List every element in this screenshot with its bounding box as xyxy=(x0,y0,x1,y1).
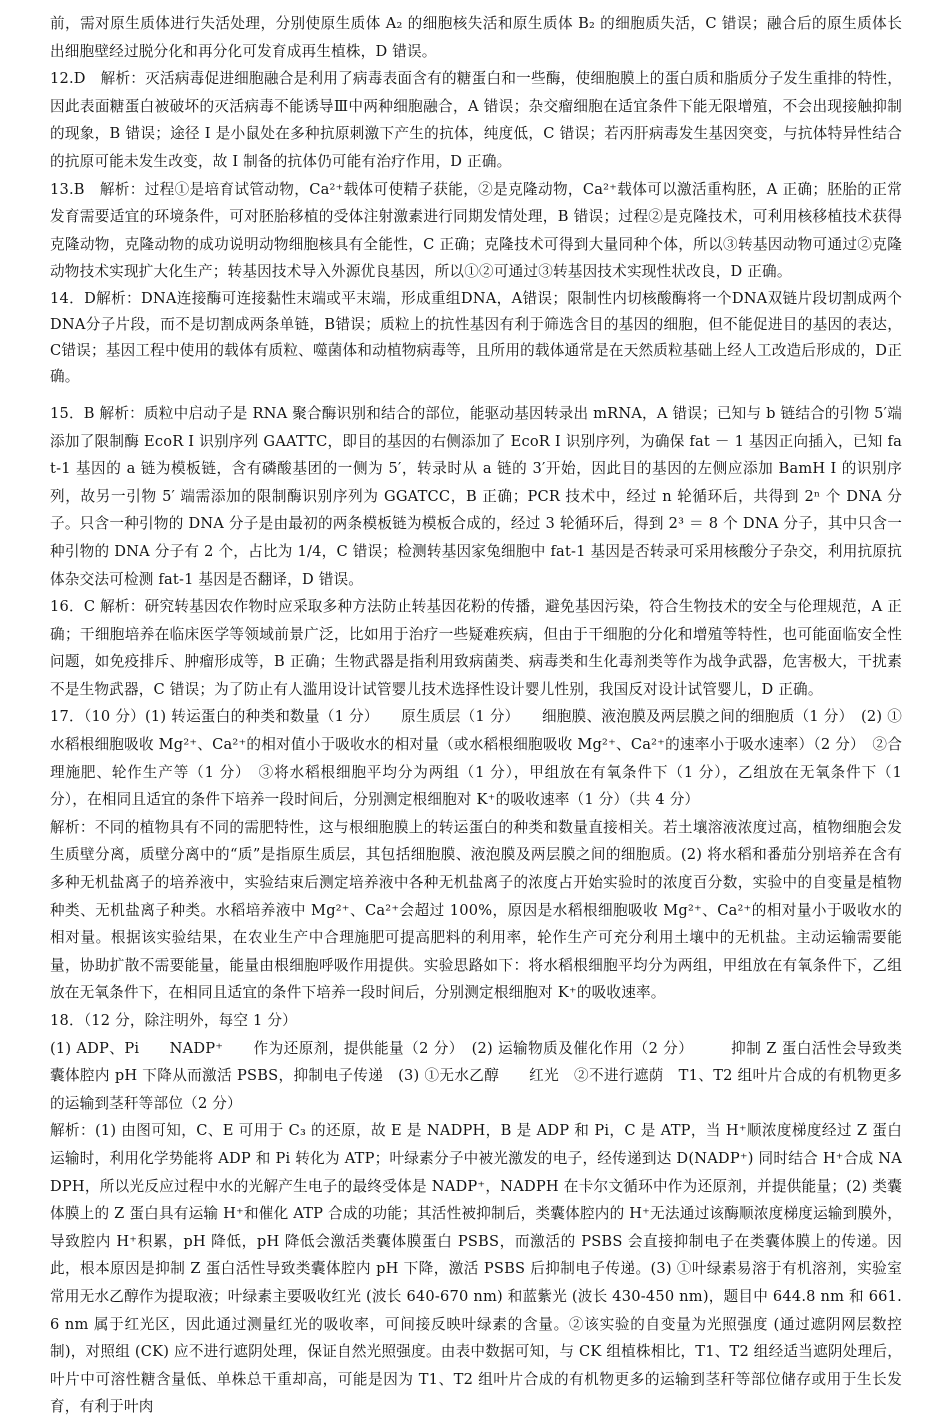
answer-16: 16．C 解析：研究转基因农作物时应采取多种方法防止转基因花粉的传播，避免基因污染，符合生物技术的安全与伦理规范，A 正确；干细胞培养在临床医学等领域前景广泛，比如用于治疗一些疑难疾病，但由于干细胞的分化和增殖等特性，也可能面临安全性问题，如免疫排斥、肿瘤形成等，B 正确；生物武器是指利用致病菌类、病毒类和生化毒剂类等作为战争武器，危害极大，干扰素不是生物武器，C 错误；为了防止有人滥用设计试管婴儿技术选择性设计婴儿性别，我国反对设计试管婴儿，D 正确。 xyxy=(50,598,902,698)
paragraph-11-continued: 前，需对原生质体进行失活处理，分别使原生质体 A₂ 的细胞核失活和原生质体 B₂ 的细胞质失活，C 错误；融合后的原生质体长出细胞壁经过脱分化和再分化可发育成再生植株，D 错误。 xyxy=(50,15,902,60)
answer-17: 17．（10 分）(1) 转运蛋白的种类和数量（1 分） 原生质层（1 分） 细胞膜、液泡膜及两层膜之间的细胞质（1 分） (2) ①水稻根细胞吸收 Mg²⁺、Ca²⁺的相对值小于吸收水的相对量（或水稻根细胞吸收 Mg²⁺、Ca²⁺的速率小于吸水速率）（2 分） ②合理施肥、轮作生产等（1 分） ③将水稻根细胞平均分为两组（1 分），甲组放在有氧条件下（1 分），乙组放在无氧条件下（1 分），在相同且适宜的条件下培养一段时间后，分别测定根细胞对 K⁺的吸收速率（1 分）（共 4 分） xyxy=(50,708,902,809)
answer-13: 13.B 解析：过程①是培育试管动物，Ca²⁺载体可使精子获能，②是克隆动物，Ca²⁺载体可以激活重构胚，A 正确；胚胎的正常发育需要适宜的环境条件，可对胚胎移植的受体注射激素进行同期发情处理，B 错误；过程②是克隆技术，可利用核移植技术获得克隆动物，克隆动物的成功说明动物细胞核具有全能性，C 正确；克隆技术可得到大量同种个体，所以③转基因动物可通过②克隆动物技术实现扩大化生产；转基因技术导入外源优良基因，所以①②可通过③转基因技术实现性状改良，D 正确。 xyxy=(50,180,902,281)
answer-18-header: 18．（12 分，除注明外，每空 1 分） xyxy=(50,1012,297,1029)
answer-15: 15．B 解析：质粒中启动子是 RNA 聚合酶识别和结合的部位，能驱动基因转录出 mRNA，A 错误；已知与 b 链结合的引物 5′端添加了限制酶 EcoR I 识别序列 GAATTC，即目的基因的右侧添加了 EcoR I 识别序列，为确保 fat － 1 基因正向插入，已知 fat-1 基因的 a 链为模板链，含有磷酸基团的一侧为 5′，转录时从 a 链的 3′开始，因此目的基因的左侧应添加 BamH I 的识别序列，故另一引物 5′ 端需添加的限制酶识别序列为 GGATCC，B 正确；PCR 技术中，经过 n 轮循环后，共得到 2ⁿ 个 DNA 分子。只含一种引物的 DNA 分子是由最初的两条模板链为模板合成的，经过 3 轮循环后，得到 2³ ＝ 8 个 DNA 分子，其中只含一种引物的 DNA 分子有 2 个，占比为 1/4，C 错误；检测转基因家兔细胞中 fat-1 基因是否转录可采用核酸分子杂交，利用抗原抗体杂交法可检测 fat-1 基因是否翻译，D 错误。 xyxy=(50,404,902,588)
analysis-17: 解析：不同的植物具有不同的需肥特性，这与根细胞膜上的转运蛋白的种类和数量直接相关。若土壤溶液浓度过高，植物细胞会发生质壁分离，质壁分离中的“质”是指原生质层，其包括细胞膜、液泡膜及两层膜之间的细胞质。(2) 将水稻和番茄分别培养在含有多种无机盐离子的培养液中，实验结束后测定培养液中各种无机盐离子的浓度占开始实验时的浓度百分数，实验中的自变量是植物种类、无机盐离子种类。水稻培养液中 Mg²⁺、Ca²⁺会超过 100%，原因是水稻根细胞吸收 Mg²⁺、Ca²⁺的相对量小于吸收水的相对量。根据该实验结果，在农业生产中合理施肥可提高肥料的利用率，轮作生产可充分利用土壤中的无机盐。主动运输需要能量，协助扩散不需要能量，能量由根细胞呼吸作用提供。实验思路如下：将水稻根细胞平均分为两组，甲组放在有氧条件下，乙组放在无氧条件下，在相同且适宜的条件下培养一段时间后，分别测定根细胞对 K⁺的吸收速率。 xyxy=(50,818,903,1002)
answer-14: 14．D解析：DNA连接酶可连接黏性末端或平末端，形成重组DNA，A错误；限制性内切核酸酶将一个DNA双链片段切割成两个DNA分子片段，而不是切割成两条单链，B错误；质粒上的抗性基因有利于筛选含目的基因的细胞，但不能促进目的基因的表达，C错误；基因工程中使用的载体有质粒、噬菌体和动植物病毒等，且所用的载体通常是在天然质粒基础上经人工改造后形成的，D正确。 xyxy=(50,289,902,385)
answer-12: 12.D 解析：灭活病毒促进细胞融合是利用了病毒表面含有的糖蛋白和一些酶，使细胞膜上的蛋白质和脂质分子发生重排的特性，因此表面糖蛋白被破坏的灭活病毒不能诱导Ⅲ中两种细胞融合，A 错误；杂交瘤细胞在适宜条件下能无限增殖，不会出现接触抑制的现象，B 错误；途径 I 是小鼠处在多种抗原刺激下产生的抗体，纯度低，C 错误；若丙肝病毒发生基因突变，与抗体特异性结合的抗原可能未发生改变，故 I 制备的抗体仍可能有治疗作用，D 正确。 xyxy=(50,70,902,170)
analysis-18: 解析：(1) 由图可知，C、E 可用于 C₃ 的还原，故 E 是 NADPH，B 是 ADP 和 Pi，C 是 ATP，当 H⁺顺浓度梯度经过 Z 蛋白运输时，利用化学势能将 ADP 和 Pi 转化为 ATP；叶绿素分子中被光激发的电子，经传递到达 D(NADP⁺) 同时结合 H⁺合成 NADPH，所以光反应过程中水的光解产生电子的最终受体是 NADP⁺，NADPH 在卡尔文循环中作为还原剂，并提供能量；(2) 类囊体膜上的 Z 蛋白具有运输 H⁺和催化 ATP 合成的功能；其活性被抑制后，类囊体腔内的 H⁺无法通过该酶顺浓度梯度运输到膜外，导致腔内 H⁺积累，pH 降低，pH 降低会激活类囊体膜蛋白 PSBS，而激活的 PSBS 会直接抑制电子在类囊体膜上的传递。因此，根本原因是抑制 Z 蛋白活性导致类囊体腔内 pH 下降，激活 PSBS 后抑制电子传递。(3) ①叶绿素易溶于有机溶剂，实验室常用无水乙醇作为提取液；叶绿素主要吸收红光 (波长 640-670 nm) 和蓝紫光 (波长 430-450 nm)，题目中 644.8 nm 和 661.6 nm 属于红光区，因此通过测量红光的吸收率，可间接反映叶绿素的含量。②该实验的自变量为光照强度 (通过遮阴网层数控制)，对照组 (CK) 应不进行遮阴处理，保证自然光照强度。由表中数据可知，与 CK 组植株相比，T1、T2 组经适当遮阴处理后，叶片中可溶性糖含量低、单株总干重却高，可能是因为 T1、T2 组叶片合成的有机物更多的运输到茎秆等部位储存或用于生长发育，有利于叶肉 xyxy=(50,1122,902,1416)
answer-18: (1) ADP、Pi NADP⁺ 作为还原剂，提供能量（2 分） (2) 运输物质及催化作用（2 分） 抑制 Z 蛋白活性会导致类囊体腔内 pH 下降从而激活 PSBS，抑制电子传递 (3) ①无水乙醇 红光 ②不进行遮荫 T1、T2 组叶片合成的有机物更多的运输到茎秆等部位（2 分） xyxy=(50,1039,902,1112)
